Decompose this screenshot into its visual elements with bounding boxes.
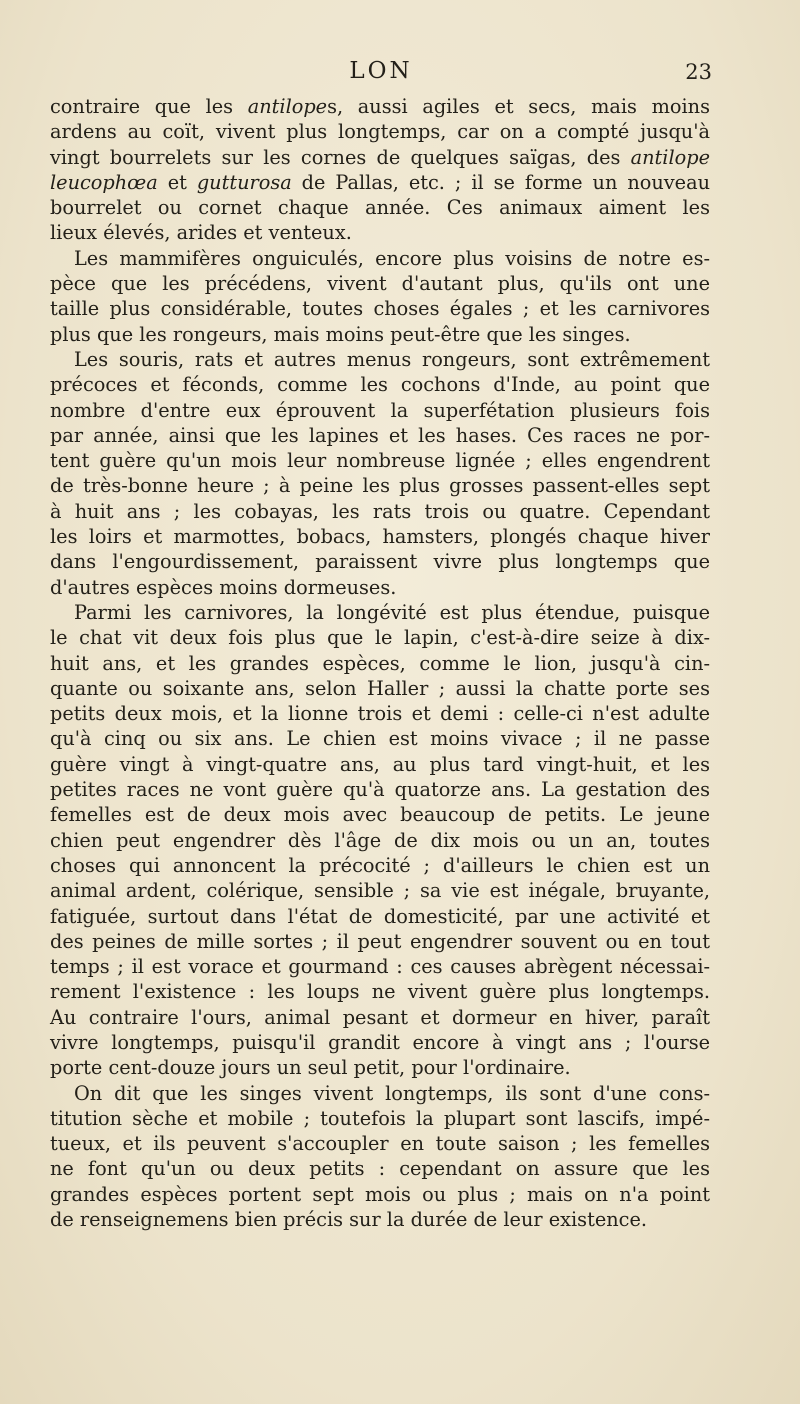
text-line: rement l'existence : les loups ne vivent guère plus longtemps. (50, 980, 710, 1004)
text-line: bourrelet ou cornet chaque année. Ces animaux aiment les (50, 196, 710, 220)
text-line: femelles est de deux mois avec beaucoup de petits. Le jeune (50, 803, 710, 827)
text-line: le chat vit deux fois plus que le lapin, c'est-à-dire seize à dix- (50, 626, 710, 650)
text-line: à huit ans ; les cobayas, les rats trois ou quatre. Cependant (50, 499, 710, 523)
text-line: temps ; il est vorace et gourmand : ces causes abrègent nécessai- (50, 955, 710, 979)
text-line: grandes espèces portent sept mois ou plus ; mais on n'a point (50, 1182, 710, 1206)
running-head: LON (349, 58, 413, 84)
text-line: dans l'engourdissement, paraissent vivre plus longtemps que (50, 550, 710, 574)
text-line: leucophœa et gutturosa de Pallas, etc. ; il se forme un nouveau (50, 170, 710, 194)
text-line: ne font qu'un ou deux petits : cependant on assure que les (50, 1157, 710, 1181)
text-line: des peines de mille sortes ; il peut engendrer souvent ou en tout (50, 929, 710, 953)
text-line: ardens au coït, vivent plus longtemps, car on a compté jusqu'à (50, 120, 710, 144)
text-line: Parmi les carnivores, la longévité est plus étendue, puisque (74, 600, 710, 624)
text-line: de renseignemens bien précis sur la durée de leur existence. (50, 1208, 647, 1232)
paragraph (50, 246, 710, 347)
text-line: On dit que les singes vivent longtemps, ils sont d'une cons- (74, 1081, 710, 1105)
text-line: de très-bonne heure ; à peine les plus grosses passent-elles sept (50, 474, 710, 498)
page-header (50, 58, 712, 90)
text-line: choses qui annoncent la précocité ; d'ailleurs le chien est un (50, 853, 710, 877)
page-number: 23 (685, 60, 712, 84)
text-line: animal ardent, colérique, sensible ; sa vie est inégale, bruyante, (50, 879, 710, 903)
text-line: contraire que les antilopes, aussi agiles et secs, mais moins (50, 95, 710, 118)
text-line: d'autres espèces moins dormeuses. (50, 575, 397, 599)
text-line: petits deux mois, et la lionne trois et demi : celle-ci n'est adulte (50, 702, 710, 726)
text-line: chien peut engendrer dès l'âge de dix mois ou un an, toutes (50, 828, 710, 852)
paragraph (50, 1081, 710, 1233)
paragraph (50, 94, 710, 246)
text-line: taille plus considérable, toutes choses égales ; et les carnivores (50, 297, 710, 321)
text-line: tent guère qu'un mois leur nombreuse lignée ; elles engendrent (50, 449, 710, 473)
text-line: guère vingt à vingt-quatre ans, au plus tard vingt-huit, et les (50, 752, 710, 776)
text-line: fatiguée, surtout dans l'état de domesticité, par une activité et (50, 904, 710, 928)
text-line: Les souris, rats et autres menus rongeurs, sont extrêmement (74, 347, 710, 371)
text-line: tueux, et ils peuvent s'accoupler en toute saison ; les femelles (50, 1132, 710, 1156)
text-line: lieux élevés, arides et venteux. (50, 221, 352, 245)
text-line: qu'à cinq ou six ans. Le chien est moins vivace ; il ne passe (50, 727, 710, 751)
paragraph (50, 347, 710, 600)
text-line: Au contraire l'ours, animal pesant et dormeur en hiver, paraît (50, 1005, 710, 1029)
text-line: précoces et féconds, comme les cochons d'Inde, au point que (50, 373, 710, 397)
text-line: plus que les rongeurs, mais moins peut-être que les singes. (50, 322, 631, 346)
text-line: pèce que les précédens, vivent d'autant plus, qu'ils ont une (50, 272, 710, 296)
text-line: quante ou soixante ans, selon Haller ; aussi la chatte porte ses (50, 676, 710, 700)
text-line: huit ans, et les grandes espèces, comme le lion, jusqu'à cin- (50, 651, 710, 675)
text-line: nombre d'entre eux éprouvent la superfétation plusieurs fois (50, 398, 710, 422)
text-line: porte cent-douze jours un seul petit, pour l'ordinaire. (50, 1056, 571, 1080)
text-line: vingt bourrelets sur les cornes de quelques saïgas, des antilope (50, 145, 710, 169)
text-line: vivre longtemps, puisqu'il grandit encore à vingt ans ; l'ourse (50, 1030, 710, 1054)
text-line: petites races ne vont guère qu'à quatorze ans. La gestation des (50, 778, 710, 802)
body-text (50, 94, 710, 1232)
text-line: les loirs et marmottes, bobacs, hamsters, plongés chaque hiver (50, 525, 710, 549)
text-line: par année, ainsi que les lapines et les hases. Ces races ne por- (50, 423, 710, 447)
paragraph (50, 600, 710, 1081)
text-line: titution sèche et mobile ; toutefois la plupart sont lascifs, impé- (50, 1106, 710, 1130)
text-line: Les mammifères onguiculés, encore plus voisins de notre es- (74, 246, 710, 270)
